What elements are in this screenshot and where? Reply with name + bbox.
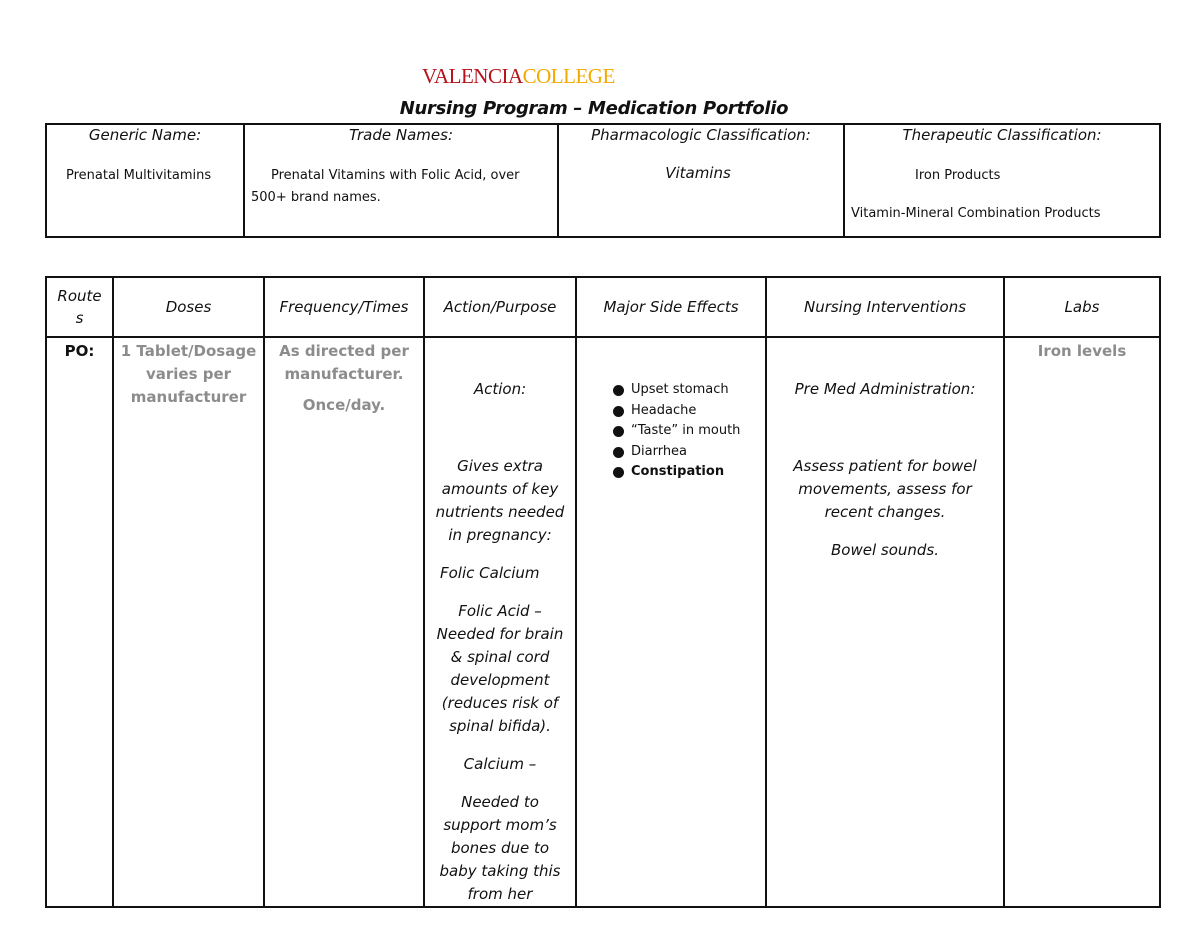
list-item: Constipation xyxy=(604,462,765,483)
generic-name-value: Prenatal Multivitamins xyxy=(66,168,212,183)
dose-value: 1 Tablet/Dosage varies per manufacturer xyxy=(120,342,257,406)
interventions-paragraph-1: Assess patient for bowel movements, assess for recent changes. xyxy=(793,457,977,521)
interventions-label: Pre Med Administration: xyxy=(794,380,976,398)
header-doses: Doses xyxy=(113,277,264,337)
side-effects-list xyxy=(604,380,765,483)
pharm-class-label: Pharmacologic Classification: xyxy=(591,126,811,144)
trade-names-cell xyxy=(244,124,558,237)
page-title: Nursing Program – Medication Portfolio xyxy=(399,98,789,119)
list-item: Diarrhea xyxy=(604,442,765,463)
list-item: “Taste” in mouth xyxy=(604,421,765,442)
generic-name-cell xyxy=(46,124,244,237)
generic-name-label: Generic Name: xyxy=(88,126,202,144)
header-labs: Labs xyxy=(1004,277,1160,337)
drug-info-table xyxy=(45,123,1161,238)
thera-class-label: Therapeutic Classification: xyxy=(902,126,1102,144)
frequency-value-2: Once/day. xyxy=(302,396,386,414)
thera-class-cell xyxy=(844,124,1160,237)
action-paragraph-4: Calcium – xyxy=(463,755,537,773)
header-row xyxy=(46,277,1160,337)
header-frequency: Frequency/Times xyxy=(264,277,424,337)
action-paragraph-3: Folic Acid – Needed for brain & spinal cord development (reduces risk of spinal bifida). xyxy=(436,602,564,735)
action-paragraph-1: Gives extra amounts of key nutrients needed in pregnancy: xyxy=(435,457,565,544)
labs-cell xyxy=(1004,337,1160,907)
header-interventions: Nursing Interventions xyxy=(766,277,1004,337)
frequency-value-1: As directed per manufacturer. xyxy=(279,342,409,383)
thera-class-value-2: Vitamin-Mineral Combination Products xyxy=(851,206,1101,221)
trade-names-value: Prenatal Vitamins with Folic Acid, over 500+ brand names. xyxy=(251,168,520,205)
thera-class-value-1: Iron Products xyxy=(915,168,1001,183)
action-cell xyxy=(424,337,576,907)
interventions-paragraph-2: Bowel sounds. xyxy=(830,541,939,559)
list-item: Headache xyxy=(604,401,765,422)
table-row xyxy=(46,337,1160,907)
header-side-effects: Major Side Effects xyxy=(576,277,766,337)
pharm-class-value: Vitamins xyxy=(665,164,731,182)
route-cell xyxy=(46,337,113,907)
action-paragraph-2: Folic Calcium xyxy=(440,564,540,582)
header-routes: Route s xyxy=(46,277,113,337)
interventions-cell xyxy=(766,337,1004,907)
action-paragraph-5: Needed to support mom’s bones due to baby taking this from her xyxy=(439,793,561,903)
side-effects-cell xyxy=(576,337,766,907)
header-action: Action/Purpose xyxy=(424,277,576,337)
college-logo: VALENCIACOLLEGE xyxy=(422,64,615,88)
medication-table xyxy=(45,276,1161,908)
trade-names-label: Trade Names: xyxy=(349,126,453,144)
pharm-class-cell xyxy=(558,124,844,237)
action-label: Action: xyxy=(473,380,527,398)
frequency-cell xyxy=(264,337,424,907)
labs-value: Iron levels xyxy=(1037,342,1127,360)
dose-cell xyxy=(113,337,264,907)
list-item: Upset stomach xyxy=(604,380,765,401)
route-value: PO: xyxy=(64,342,95,360)
